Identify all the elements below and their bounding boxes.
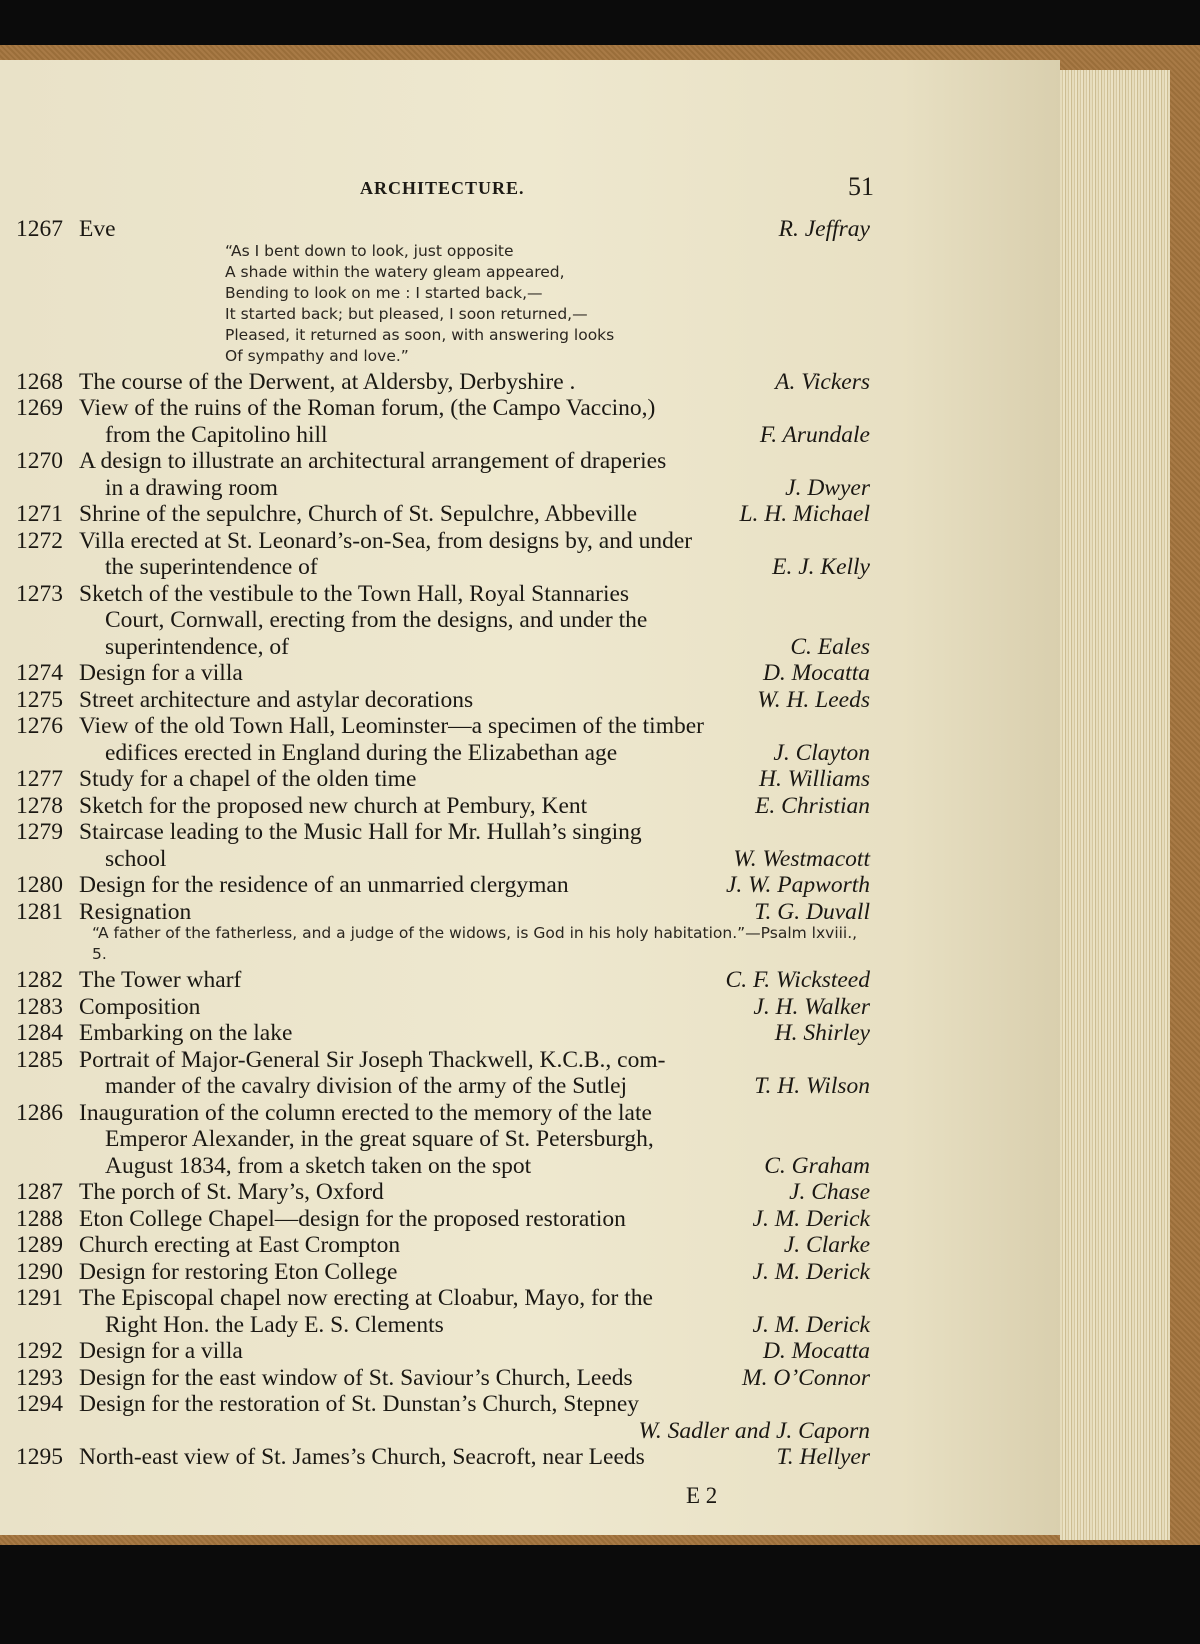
entry-title: Embarking on the lake [79, 1020, 293, 1046]
entry-row [0, 1100, 1060, 1127]
catalogue-entry [0, 994, 1060, 1021]
entry-row [0, 994, 1060, 1021]
entry-title: Design for the residence of an unmarried clergyman [79, 872, 569, 898]
entry-title: Design for a villa [79, 660, 243, 686]
entry-artist: J. M. Derick [752, 1205, 870, 1232]
entry-title: Portrait of Major-General Sir Joseph Thackwell, K.C.B., com- [79, 1046, 666, 1073]
entry-number: 1287 [16, 1179, 63, 1205]
entry-title: Court, Cornwall, erecting from the designs, and under the [105, 607, 648, 633]
catalogue-entry [0, 1020, 1060, 1047]
entry-row [0, 713, 1060, 740]
catalogue-entry [0, 1206, 1060, 1233]
catalogue-entry [0, 528, 1060, 581]
entry-artist: T. G. Duvall [754, 898, 870, 925]
entry-number: 1281 [16, 898, 63, 925]
entry-number: 1291 [16, 1285, 63, 1311]
entry-row [0, 740, 1060, 767]
entry-quote: “As I bent down to look, just opposite A shade within the watery gleam appeared, Bending to look on me : I started back,— It started back; but pleased, I soon returned,— Pleased, it returned as soon, with answering looks Of sympathy and love.” [225, 241, 615, 365]
entry-number: 1269 [16, 395, 63, 421]
entry-row [0, 501, 1060, 528]
entry-artist: C. Graham [764, 1152, 870, 1179]
entry-row [0, 1391, 1060, 1418]
entry-artist: W. Sadler and J. Caporn [638, 1417, 870, 1444]
entry-row [0, 793, 1060, 820]
entry-row [0, 1418, 1060, 1445]
entry-title: Design for a villa [79, 1338, 243, 1364]
entry-artist: J. Clarke [783, 1232, 870, 1258]
entry-artist: E. J. Kelly [772, 554, 870, 580]
entry-row [0, 1206, 1060, 1233]
entry-title: View of the old Town Hall, Leominster—a specimen of the timber [79, 713, 704, 739]
catalogue-entry [0, 1391, 1060, 1444]
entry-row [0, 369, 1060, 396]
entry-artist: T. H. Wilson [754, 1073, 870, 1099]
catalogue-entry [0, 872, 1060, 899]
catalogue-entry [0, 581, 1060, 661]
catalogue-entry [0, 793, 1060, 820]
catalogue-entry [0, 395, 1060, 448]
entry-artist: A. Vickers [775, 368, 870, 395]
entry-row [0, 1020, 1060, 1047]
entry-artist: E. Christian [755, 792, 870, 819]
entry-number: 1274 [16, 660, 63, 686]
entry-row [0, 1073, 1060, 1100]
entry-number: 1271 [16, 501, 63, 527]
entry-number: 1268 [16, 368, 63, 395]
entry-row [0, 872, 1060, 899]
entry-artist: D. Mocatta [762, 660, 870, 686]
entry-title: A design to illustrate an architectural arrangement of draperies [79, 448, 667, 474]
entry-title: in a drawing room [105, 474, 278, 501]
entry-title: Shrine of the sepulchre, Church of St. Sepulchre, Abbeville [79, 501, 637, 527]
entry-number: 1267 [16, 216, 63, 242]
entry-artist: J. H. Walker [753, 993, 870, 1020]
entry-row [0, 1232, 1060, 1259]
entry-row [0, 1444, 1060, 1471]
entry-row [0, 1259, 1060, 1286]
entry-artist: H. Williams [759, 766, 870, 792]
catalogue-entry [0, 1100, 1060, 1180]
entry-row [0, 448, 1060, 475]
entry-number: 1294 [16, 1391, 63, 1417]
catalogue-entry [0, 1232, 1060, 1259]
entry-number: 1285 [16, 1046, 63, 1073]
entry-row [0, 1365, 1060, 1392]
catalogue-entry [0, 660, 1060, 687]
entry-title: Design for the restoration of St. Dunstan’s Church, Stepney [79, 1391, 639, 1417]
catalogue-entry [0, 1338, 1060, 1365]
entry-row [0, 687, 1060, 714]
entry-number: 1282 [16, 967, 63, 993]
entry-title: school [105, 845, 167, 872]
entry-row [0, 660, 1060, 687]
entry-title: Composition [79, 993, 201, 1020]
entry-number: 1290 [16, 1258, 63, 1285]
entry-artist: C. Eales [790, 633, 870, 660]
entry-artist: R. Jeffray [778, 216, 870, 242]
entry-title: North-east view of St. James’s Church, Seacroft, near Leeds [79, 1444, 645, 1470]
catalogue-entry [0, 766, 1060, 793]
running-title: ARCHITECTURE. [360, 178, 525, 198]
entry-number: 1273 [16, 580, 63, 607]
entry-number: 1292 [16, 1338, 63, 1364]
signature-mark: E 2 [686, 1483, 718, 1508]
entry-number: 1276 [16, 713, 63, 739]
entry-title: Sketch of the vestibule to the Town Hall, Royal Stannaries [79, 580, 630, 607]
entry-title: The Episcopal chapel now erecting at Cloabur, Mayo, for the [79, 1285, 653, 1311]
catalogue-entry [0, 687, 1060, 714]
entry-row [0, 899, 1060, 926]
entry-number: 1284 [16, 1020, 63, 1046]
entry-title: Sketch for the proposed new church at Pembury, Kent [79, 792, 588, 819]
entry-row [0, 475, 1060, 502]
entry-row [0, 1047, 1060, 1074]
entry-artist: W. H. Leeds [757, 686, 870, 713]
catalogue-entry [0, 967, 1060, 994]
entry-number: 1279 [16, 819, 63, 845]
entry-number: 1283 [16, 993, 63, 1020]
entry-title: Design for the east window of St. Saviour’s Church, Leeds [79, 1364, 633, 1391]
entry-row [0, 766, 1060, 793]
entry-title: The course of the Derwent, at Aldersby, Derbyshire . [79, 368, 576, 395]
entry-row [0, 422, 1060, 449]
entry-title: superintendence, of [105, 633, 290, 660]
entry-title: the superintendence of [105, 554, 318, 580]
entry-title: Eton College Chapel—design for the proposed restoration [79, 1205, 626, 1232]
entry-artist: J. Chase [789, 1179, 870, 1205]
entry-title: Right Hon. the Lady E. S. Clements [105, 1311, 444, 1338]
entry-number: 1275 [16, 686, 63, 713]
entry-title: edifices erected in England during the Elizabethan age [105, 739, 618, 766]
entry-artist: J. W. Papworth [725, 872, 870, 898]
entry-artist: L. H. Michael [739, 501, 870, 527]
entry-row [0, 1179, 1060, 1206]
entry-row [0, 1285, 1060, 1312]
catalogue-entry [0, 899, 1060, 966]
catalogue-entry [0, 1285, 1060, 1338]
entry-row [0, 528, 1060, 555]
catalogue-entry [0, 819, 1060, 872]
entry-title: Villa erected at St. Leonard’s-on-Sea, from designs by, and under [79, 527, 693, 554]
entry-quote: “A father of the fatherless, and a judge of the widows, is God in his holy habitation.”—Psalm lxviii., 5. [92, 924, 858, 963]
entry-number: 1288 [16, 1205, 63, 1232]
entry-row [0, 1338, 1060, 1365]
entry-title: Inauguration of the column erected to the memory of the late [79, 1099, 652, 1126]
catalogue-entry [0, 448, 1060, 501]
entry-artist: J. M. Derick [752, 1311, 870, 1338]
entry-number: 1280 [16, 872, 63, 898]
entry-title: The Tower wharf [79, 967, 242, 993]
entry-artist: F. Arundale [759, 421, 870, 448]
catalogue-entries [0, 216, 1060, 1471]
entry-row [0, 819, 1060, 846]
entry-title: Design for restoring Eton College [79, 1258, 398, 1285]
page-header [0, 172, 1060, 212]
catalogue-entry [0, 501, 1060, 528]
entry-row [0, 395, 1060, 422]
entry-title: Staircase leading to the Music Hall for Mr. Hullah’s singing [79, 819, 642, 845]
entry-row [0, 216, 1060, 243]
catalogue-entry [0, 369, 1060, 396]
entry-title: The porch of St. Mary’s, Oxford [79, 1179, 384, 1205]
entry-artist: H. Shirley [774, 1020, 870, 1046]
entry-number: 1289 [16, 1232, 63, 1258]
entry-row [0, 846, 1060, 873]
entry-row [0, 1312, 1060, 1339]
entry-artist: J. M. Derick [752, 1258, 870, 1285]
entry-number: 1286 [16, 1099, 63, 1126]
entry-artist: C. F. Wicksteed [725, 967, 870, 993]
entry-title: mander of the cavalry division of the army of the Sutlej [105, 1073, 628, 1099]
catalogue-entry [0, 1259, 1060, 1286]
entry-artist: J. Dwyer [785, 474, 870, 501]
entry-number: 1295 [16, 1444, 63, 1470]
entry-number: 1293 [16, 1364, 63, 1391]
page-number: 51 [848, 172, 874, 201]
catalogue-entry [0, 1365, 1060, 1392]
entry-title: Resignation [79, 898, 192, 925]
entry-artist: J. Clayton [773, 739, 870, 766]
entry-row [0, 967, 1060, 994]
entry-title: Eve [79, 216, 116, 242]
entry-artist: W. Westmacott [733, 845, 870, 872]
entry-title: from the Capitolino hill [105, 421, 328, 448]
page-edges [1060, 70, 1170, 1540]
entry-title: Church erecting at East Crompton [79, 1232, 401, 1258]
catalogue-entry [0, 1047, 1060, 1100]
entry-number: 1272 [16, 527, 63, 554]
entry-artist: M. O’Connor [742, 1364, 870, 1391]
entry-number: 1270 [16, 448, 63, 474]
entry-row [0, 607, 1060, 634]
entry-row [0, 634, 1060, 661]
entry-row [0, 554, 1060, 581]
entry-title: Emperor Alexander, in the great square of St. Petersburgh, [105, 1126, 654, 1152]
entry-row [0, 581, 1060, 608]
catalogue-entry [0, 1444, 1060, 1471]
entry-number: 1278 [16, 792, 63, 819]
entry-row [0, 1153, 1060, 1180]
entry-title: View of the ruins of the Roman forum, (the Campo Vaccino,) [79, 395, 656, 421]
entry-number: 1277 [16, 766, 63, 792]
entry-artist: T. Hellyer [776, 1444, 870, 1470]
entry-title: Study for a chapel of the olden time [79, 766, 417, 792]
entry-artist: D. Mocatta [762, 1338, 870, 1364]
entry-title: August 1834, from a sketch taken on the spot [105, 1152, 532, 1179]
entry-row [0, 1126, 1060, 1153]
catalogue-entry [0, 216, 1060, 367]
catalogue-entry [0, 1179, 1060, 1206]
catalogue-entry [0, 713, 1060, 766]
entry-title: Street architecture and astylar decorations [79, 686, 474, 713]
